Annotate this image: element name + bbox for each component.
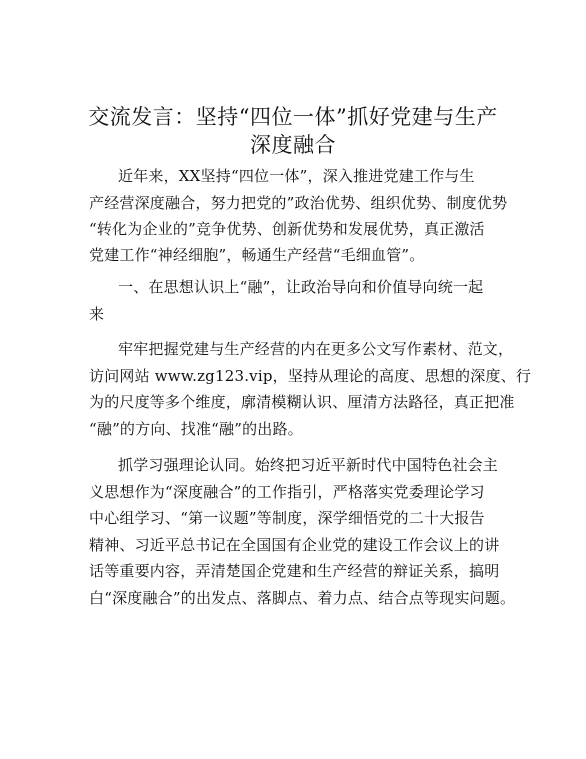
paragraph-line: 党建工作“神经细胞”，畅通生产经营“毛细血管”。	[89, 246, 425, 264]
paragraph-line: 抓学习强理论认同。始终把习近平新时代中国特色社会主	[118, 456, 499, 474]
paragraph-line: 义思想作为“深度融合”的工作指引，严格落实党委理论学习	[89, 483, 485, 501]
paragraph-line: “转化为企业的”竞争优势、创新优势和发展优势，真正激活	[89, 220, 485, 238]
paragraph-line: 为的尺度等多个维度，廓清模糊认识、厘清方法路径，真正把准	[89, 393, 515, 411]
paragraph-line: 来	[89, 305, 105, 323]
paragraph-line: 访问网站 www.zg123.vip，坚持从理论的高度、思想的深度、行	[89, 367, 532, 385]
document-title-line-1: 交流发言：坚持“四位一体”抓好党建与生产	[88, 105, 498, 129]
paragraph-line: 白“深度融合”的出发点、落脚点、着力点、结合点等现实问题。	[89, 589, 516, 607]
document-title-line-2: 深度融合	[250, 133, 336, 157]
paragraph-line: 产经营深度融合，努力把党的”政治优势、组织优势、制度优势	[89, 194, 508, 212]
paragraph-line: 一、在思想认识上“融”，让政治导向和价值导向统一起	[118, 278, 484, 296]
paragraph-line: 精神、习近平总书记在全国国有企业党的建设工作会议上的讲	[89, 536, 500, 554]
paragraph-line: “融”的方向、找准“融”的出路。	[89, 420, 303, 438]
paragraph-line: 牢牢把握党建与生产经营的内在更多公文写作素材、范文，	[118, 340, 514, 358]
paragraph-line: 近年来，XX坚持“四位一体”，深入推进党建工作与生	[118, 167, 475, 185]
paragraph-line: 话等重要内容，弄清楚国企党建和生产经营的辩证关系，搞明	[89, 562, 500, 580]
paragraph-line: 中心组学习、“第一议题”等制度，深学细悟党的二十大报告	[89, 509, 485, 527]
